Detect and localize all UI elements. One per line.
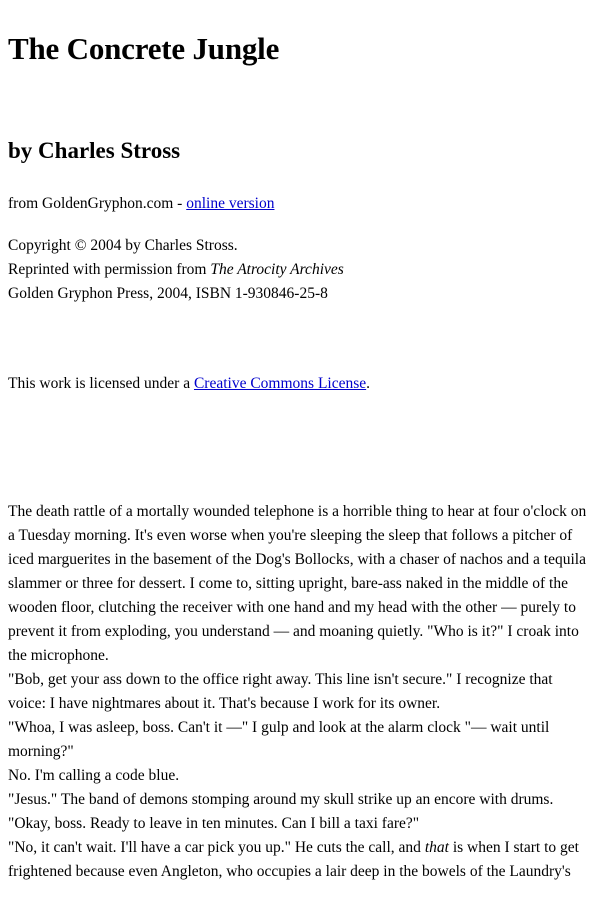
license-prefix: This work is licensed under a [8,375,194,392]
story-emphasis: that [424,839,449,856]
story-paragraph: No. I'm calling a code blue. [8,767,180,784]
book-title: The Atrocity Archives [210,261,344,278]
license-suffix: . [366,375,371,392]
story-paragraph: The death rattle of a mortally wounded telephone is a horrible thing to hear at four o'clock on a Tuesday morning. It's even worse when you're sleeping the sleep that follows a pitcher of iced marguerites in the basement of the Dog's Bollocks, with a chaser of nachos and a tequila slammer or three for dessert. I come to, sitting upright, bare-ass naked in the middle of the wooden floor, clutching the receiver with one hand and my head with the other — purely to prevent it from exploding, you understand — and moaning quietly. "Who is it?" I croak into the microphone. [8,503,587,664]
document-title: The Concrete Jungle [8,31,280,66]
story-paragraph [8,836,592,884]
reprint-prefix: Reprinted with permission from [8,261,211,278]
publisher-line: Golden Gryphon Press, 2004, ISBN 1-930846-25-8 [8,285,328,302]
copyright-line: Copyright © 2004 by Charles Stross. [8,237,238,254]
source-line [8,192,592,216]
story-paragraph: "Bob, get your ass down to the office right away. This line isn't secure." I recognize that voice: I have nightmares about it. That's because I work for its owner. [8,671,553,712]
story-text [8,500,592,884]
story-text-run: is when I start to get frightened because even Angleton, who occupies a lair deep in the bowels of the Laundry's [8,839,579,880]
license-line [8,372,592,396]
source-prefix: from GoldenGryphon.com - [8,195,187,212]
online-version-link[interactable]: online version [186,195,275,212]
document-byline: by Charles Stross [8,138,181,163]
story-paragraph: "Jesus." The band of demons stomping around my skull strike up an encore with drums. "Okay, boss. Ready to leave in ten minutes. Can I bill a taxi fare?" [8,791,554,832]
creative-commons-link[interactable]: Creative Commons License [193,375,367,392]
story-paragraph: "Whoa, I was asleep, boss. Can't it —" I gulp and look at the alarm clock "— wait until morning?" [8,719,550,760]
copyright-block [8,234,592,306]
story-text-run: "No, it can't wait. I'll have a car pick you up." He cuts the call, and [8,839,425,856]
reprint-line [8,258,592,282]
